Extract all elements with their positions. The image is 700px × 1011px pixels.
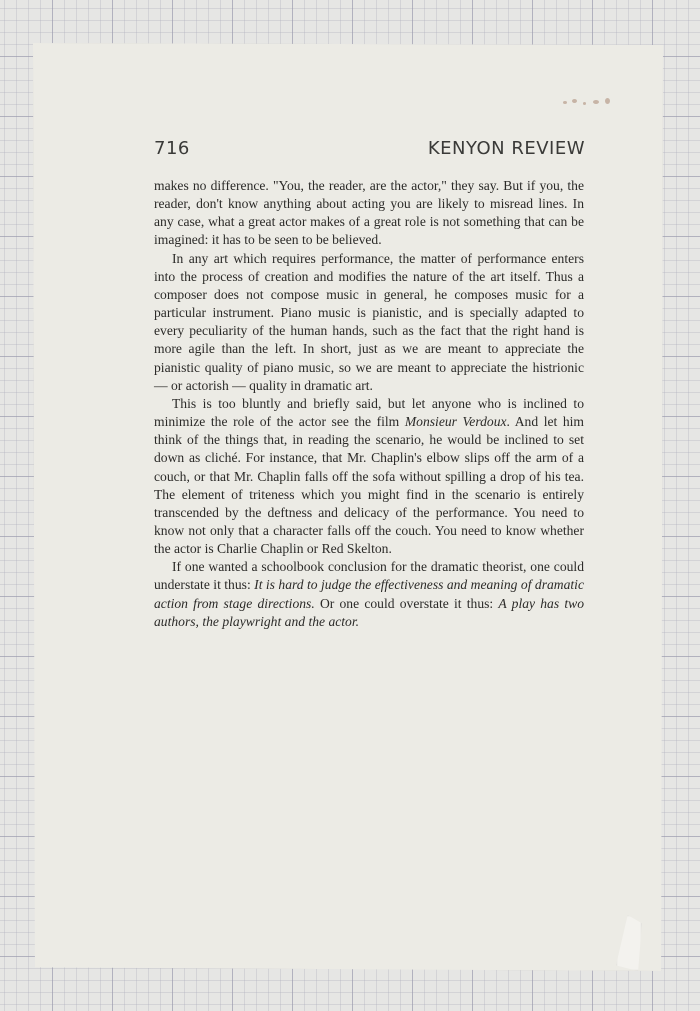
paragraph-2: In any art which requires performance, the matter of performance enters into the process of creation and modifies the nature of the art itself. Thus a composer does not compose music in general, he composes music for a particular instrument. Piano music is pianistic, and is specially adapted to every peculiarity of the human hands, such as the fact that the right hand is more agile than the left. In short, just as we are meant to appreciate the pianistic quality of piano music, so we are meant to appreciate the histrionic — or actorish — quality in dramatic art. bbox=[154, 250, 584, 393]
running-head bbox=[154, 138, 585, 159]
film-title: Monsieur Verdoux bbox=[404, 414, 507, 430]
paragraph-3: This is too bluntly and briefly said, but let anyone who is inclined to minimize the role of the actor see the film Monsieur Verdoux. And let him think of the things that, in reading the scenario, he would be inclined to set down as cliché. For instance, that Mr. Chaplin's elbow slips off the arm of a couch, or that Mr. Chaplin falls off the sofa without spilling a drop of his tea. The element of triteness which you might find in the scenario is entirely transcended by the deftness and delicacy of the performance. You need to know not only that a character falls off the couch. You need to know whether the actor is Charlie Chaplin or Red Skelton. bbox=[154, 395, 584, 557]
paragraph-1: makes no difference. "You, the reader, are the actor," they say. But if you, the reader, don't know anything about acting you are likely to misread lines. In any case, what a great actor makes of a great role is not something that can be imagined: it has to be seen to be believed. bbox=[154, 178, 584, 248]
body-text bbox=[154, 177, 584, 631]
page-number: 716 bbox=[154, 138, 190, 159]
stain-marks bbox=[563, 98, 615, 108]
paragraph-4: If one wanted a schoolbook conclusion for the dramatic theorist, one could understate it thus: It is hard to judge the effectiveness and meaning of dramatic action from stage directions. Or one could overstate it thus: A play has two authors, the playwright and the actor. bbox=[154, 559, 584, 629]
journal-title: KENYON REVIEW bbox=[427, 138, 585, 159]
understatement: It is hard to judge the effectiveness and meaning of dramatic action from stage directions. bbox=[154, 577, 584, 611]
overstatement: A play has two authors, the playwright and the actor. bbox=[154, 595, 584, 629]
